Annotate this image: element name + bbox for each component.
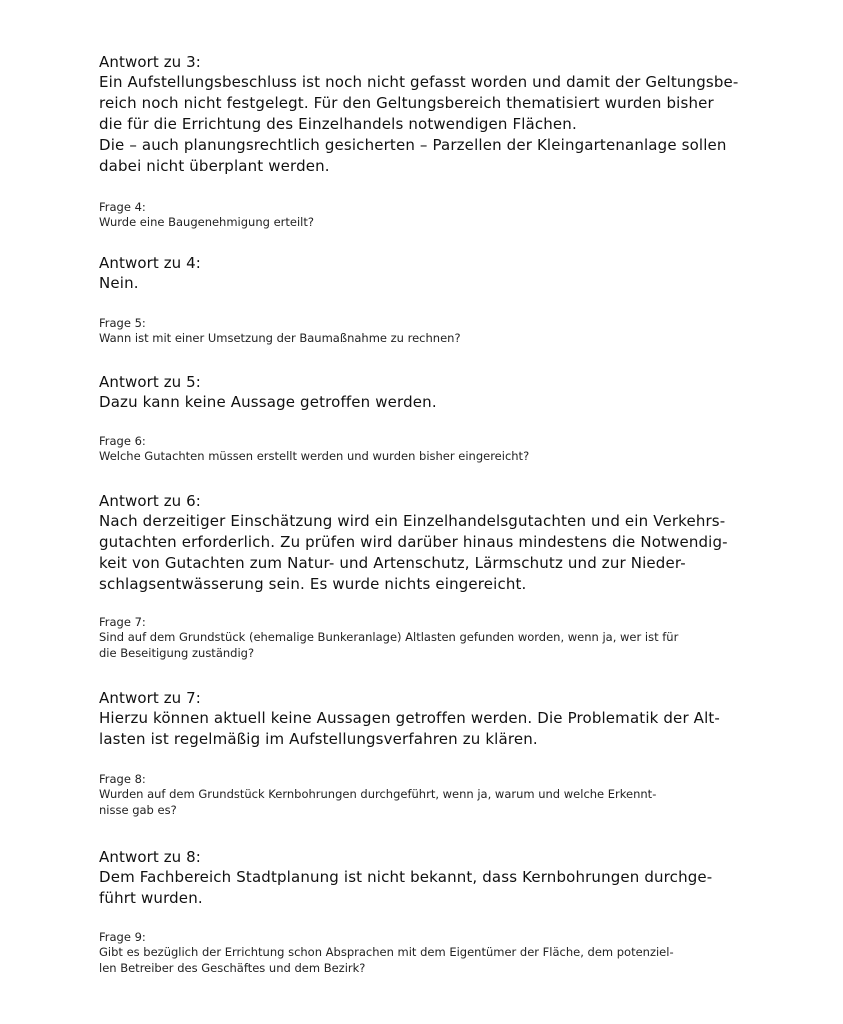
answer-6 (99, 491, 728, 595)
answer-3 (99, 52, 738, 177)
text-line: Nach derzeitiger Einschätzung wird ein Einzelhandelsgutachten und ein Verkehrs- (99, 512, 726, 530)
text-line: Die – auch planungsrechtlich gesicherten – Parzellen der Kleingartenanlage sollen (99, 136, 727, 154)
text-line: führt wurden. (99, 889, 203, 907)
question-title: Frage 5: (99, 316, 146, 330)
question-title: Frage 9: (99, 930, 146, 944)
answer-title: Antwort zu 5: (99, 373, 201, 391)
answer-text (99, 72, 738, 177)
text-line: dabei nicht überplant werden. (99, 157, 330, 175)
answer-7 (99, 688, 720, 750)
text-line: Wurde eine Baugenehmigung erteilt? (99, 215, 314, 229)
answer-text (99, 708, 720, 750)
text-line: Ein Aufstellungsbeschluss ist noch nicht gefasst worden und damit der Geltungsbe- (99, 73, 739, 91)
text-line: die für die Errichtung des Einzelhandels notwendigen Flächen. (99, 115, 577, 133)
text-line: nisse gab es? (99, 803, 177, 817)
question-text (99, 330, 461, 346)
text-line: reich noch nicht festgelegt. Für den Geltungsbereich thematisiert wurden bisher (99, 94, 714, 112)
answer-text (99, 511, 728, 595)
text-line: schlagsentwässerung sein. Es wurde nichts eingereicht. (99, 575, 527, 593)
text-line: Dazu kann keine Aussage getroffen werden. (99, 393, 437, 411)
answer-title: Antwort zu 4: (99, 254, 201, 272)
text-line: die Beseitigung zuständig? (99, 646, 255, 660)
text-line: lasten ist regelmäßig im Aufstellungsverfahren zu klären. (99, 730, 538, 748)
question-text (99, 786, 656, 818)
question-text (99, 944, 674, 976)
question-5 (99, 316, 461, 346)
answer-text (99, 392, 437, 413)
text-line: len Betreiber des Geschäftes und dem Bezirk? (99, 961, 366, 975)
answer-text (99, 867, 712, 909)
answer-title: Antwort zu 8: (99, 848, 201, 866)
answer-8 (99, 847, 712, 909)
question-6 (99, 434, 529, 464)
question-text (99, 214, 314, 230)
question-title: Frage 4: (99, 200, 146, 214)
question-title: Frage 6: (99, 434, 146, 448)
text-line: Sind auf dem Grundstück (ehemalige Bunkeranlage) Altlasten gefunden worden, wenn ja, wer ist für (99, 630, 679, 644)
question-4 (99, 200, 314, 230)
text-line: Gibt es bezüglich der Errichtung schon Absprachen mit dem Eigentümer der Fläche, dem potenziel- (99, 945, 674, 959)
question-9 (99, 930, 674, 976)
question-title: Frage 7: (99, 615, 146, 629)
text-line: Nein. (99, 274, 139, 292)
answer-title: Antwort zu 7: (99, 689, 201, 707)
answer-4 (99, 253, 201, 294)
answer-title: Antwort zu 3: (99, 53, 201, 71)
answer-title: Antwort zu 6: (99, 492, 201, 510)
text-line: gutachten erforderlich. Zu prüfen wird darüber hinaus mindestens die Notwendig- (99, 533, 728, 551)
question-title: Frage 8: (99, 772, 146, 786)
answer-5 (99, 372, 437, 413)
text-line: Wann ist mit einer Umsetzung der Baumaßnahme zu rechnen? (99, 331, 461, 345)
text-line: keit von Gutachten zum Natur- und Artenschutz, Lärmschutz und zur Nieder- (99, 554, 686, 572)
answer-text (99, 273, 201, 294)
question-text (99, 448, 529, 464)
text-line: Welche Gutachten müssen erstellt werden und wurden bisher eingereicht? (99, 449, 530, 463)
question-8 (99, 772, 656, 818)
text-line: Hierzu können aktuell keine Aussagen getroffen werden. Die Problematik der Alt- (99, 709, 720, 727)
question-text (99, 629, 678, 661)
text-line: Dem Fachbereich Stadtplanung ist nicht bekannt, dass Kernbohrungen durchge- (99, 868, 713, 886)
text-line: Wurden auf dem Grundstück Kernbohrungen durchgeführt, wenn ja, warum und welche Erkennt- (99, 787, 657, 801)
question-7 (99, 615, 678, 661)
